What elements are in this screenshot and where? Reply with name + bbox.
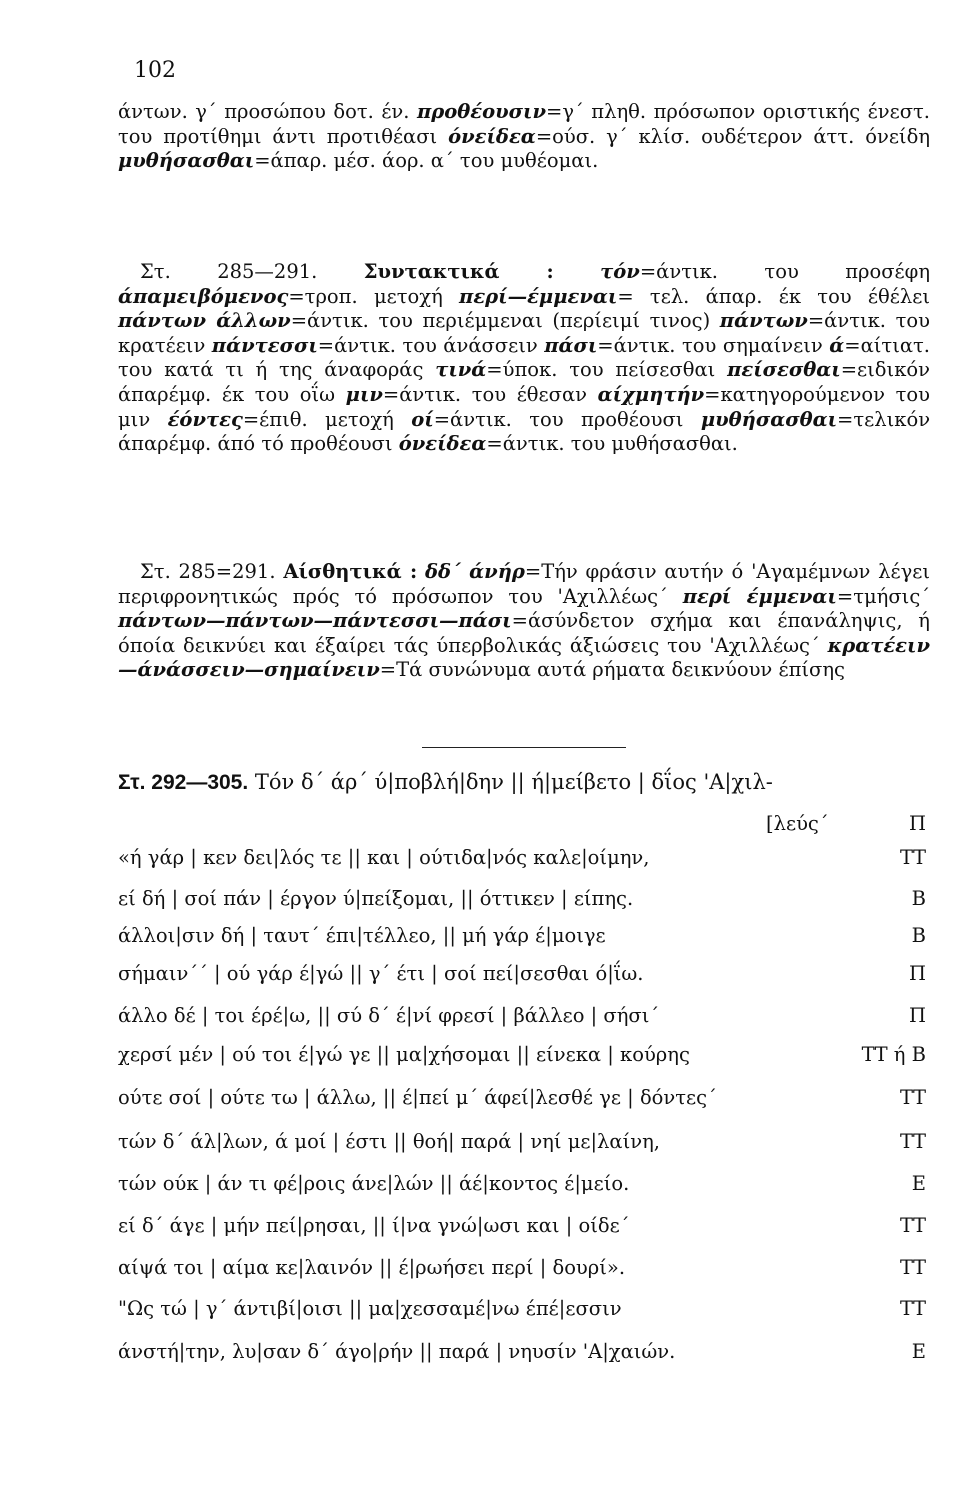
greek-term: πάσι: [544, 333, 598, 357]
verse-line: [118, 846, 930, 878]
text: =αίτιατ. του κατά τι ή της άναφοράς: [118, 333, 931, 382]
verse-ref: Στ. 292—305.: [118, 771, 249, 794]
verse-line: [118, 1256, 930, 1288]
verse-line: [118, 962, 930, 994]
verse-text: εί δ΄ άγε | μήν πεί|ρησαι, || ί|να γνώ|ωσι και | οίδε΄: [118, 1214, 630, 1237]
text: =ειδικόν άπαρέμφ. έκ του οΐω: [118, 358, 930, 406]
verse-line: [118, 924, 930, 956]
verse-text: [λεύς΄: [766, 812, 829, 835]
paragraph-aesthetics: [118, 560, 930, 683]
meter-mark: ΤΤ: [899, 846, 926, 869]
text: =ούσ. γ΄ κλίσ. ουδέτερον άττ. όνείδη: [535, 124, 930, 148]
verse-line: [118, 1043, 930, 1075]
verse-text: εί δή | σοί πάν | έργον ύ|πείξομαι, || όττικεν | είπης.: [118, 887, 634, 910]
greek-term: μιν: [345, 382, 383, 406]
greek-term: προθέουσιν: [417, 100, 547, 123]
verse-line: [118, 1340, 930, 1372]
text: = τελ. άπαρ. έκ του έθέλει: [617, 284, 930, 308]
verse-section-header: [118, 770, 930, 795]
text: =άντικ. του έθεσαν: [382, 382, 587, 406]
text: =άπαρ. μέσ. άορ. α΄ του μυθέομαι.: [254, 149, 599, 173]
text: =άντικ. του κρατέειν: [118, 309, 930, 357]
verse-text: τών δ΄ άλ|λων, ά μοί | έστι || θοή| παρά | νηί με|λαίνη,: [118, 1130, 660, 1153]
verse-continuation: [118, 812, 930, 844]
meter-mark: Β: [911, 924, 926, 947]
greek-term: πάντων: [719, 309, 808, 333]
meter-mark: ΤΤ: [899, 1086, 926, 1109]
greek-term: άπαμειβόμενος: [118, 284, 289, 308]
greek-term: μυθήσασθαι: [118, 149, 255, 173]
greek-term: πάντων άλλων: [118, 309, 291, 333]
meter-mark: ΤΤ: [899, 1256, 926, 1279]
meter-mark: Ε: [911, 1340, 926, 1363]
verse-text: αίψά τοι | αίμα κε|λαινόν || έ|ρωήσει περί | δουρί».: [118, 1256, 626, 1279]
verse-text: τών ούκ | άν τι φέ|ροις άνε|λών || άέ|κοντος έ|μείο.: [118, 1172, 630, 1195]
greek-term: τινά: [435, 358, 487, 382]
verse-ref: Στ. 285=291.: [140, 560, 276, 583]
greek-term: περί έμμεναι: [682, 584, 837, 608]
text: =έπιθ. μετοχή: [242, 407, 394, 431]
greek-term: πάντεσσι: [211, 333, 318, 357]
verse-text: σήμαιν΄΄ | ού γάρ έ|γώ || γ΄ έτι | σοί πεί|σεσθαι ό|ΐω.: [118, 962, 644, 985]
greek-term: μυθήσασθαι: [700, 407, 838, 431]
verse-text: άλλο δέ | τοι έρέ|ω, || σύ δ΄ έ|νί φρεσί | βάλλεο | σήσι΄: [118, 1004, 660, 1027]
text: =άσύνδετον σχήμα και έπανάληψις, ή όποία δεικνύει και έξαίρει τάς ύπερβολικάς άξιώσεις του 'Αχιλλέως΄: [118, 609, 930, 657]
greek-term: πάντων—πάντων—πάντεσσι—πάσι: [118, 609, 512, 633]
verse-line: [118, 1130, 930, 1162]
verse-text: χερσί μέν | ού τοι έ|γώ γε || μα|χήσομαι || είνεκα | κούρης: [118, 1043, 690, 1066]
text: =τμήσις΄: [836, 584, 930, 608]
greek-term: όνείδεα: [448, 124, 536, 148]
text: =άντικ. του προσέφη: [639, 260, 930, 283]
verse-line: [118, 887, 930, 919]
meter-mark: ΤΤ: [899, 1297, 926, 1320]
meter-mark: Π: [908, 962, 926, 985]
text: =τροπ. μετοχή: [288, 284, 443, 308]
text: =τελικόν άπαρέμφ. άπό τό προθέουσι: [118, 407, 931, 456]
paragraph-glosses-1: [118, 100, 930, 174]
verse-line: [118, 1172, 930, 1204]
text: =άντικ. του περιέμμεναι (περίειμί τινος): [290, 309, 711, 333]
verse-text: άλλοι|σιν δή | ταυτ΄ έπι|τέλλεο, || μή γάρ έ|μοιγε: [118, 924, 606, 947]
meter-mark: Β: [911, 887, 926, 910]
text: =άντικ. του προθέουσι: [433, 407, 684, 431]
verse-text: ούτε σοί | ούτε τω | άλλω, || έ|πεί μ΄ άφεί|λεσθέ γε | δόντες΄: [118, 1086, 717, 1109]
verse-line: [118, 1086, 930, 1118]
greek-term: αίχμητήν: [597, 382, 705, 406]
greek-term: έόντες: [167, 407, 243, 431]
text: =Τά συνώνυμα αυτά ρήματα δεικνύουν έπίσης: [379, 658, 845, 682]
greek-term: τόν: [600, 260, 640, 283]
meter-mark: ΤΤ ή Β: [861, 1043, 926, 1066]
meter-mark: Ε: [911, 1172, 926, 1195]
page-number: 102: [134, 58, 176, 83]
meter-mark: ΤΤ: [899, 1130, 926, 1153]
greek-term: κρατέειν—άνάσσειν—σημαίνειν: [118, 633, 930, 682]
section-heading: Αίσθητικά :: [283, 560, 418, 583]
verse-text: άνστή|την, λυ|σαν δ΄ άγο|ρήν || παρά | νηυσίν 'Α|χαιών.: [118, 1340, 676, 1363]
verse-line: [118, 1297, 930, 1329]
text: άντων. γ΄ προσώπου δοτ. έν.: [118, 100, 410, 123]
text: =άντικ. του σημαίνειν: [597, 333, 823, 357]
section-heading: Συντακτικά :: [363, 260, 554, 283]
greek-term: ά: [829, 333, 845, 357]
greek-term: περί—έμμεναι: [459, 284, 618, 308]
greek-term: δδ΄ άνήρ: [425, 560, 525, 583]
greek-term: οί: [411, 407, 434, 431]
greek-term: όνείδεα: [398, 432, 487, 456]
text: =ύποκ. του πείσεσθαι: [486, 358, 716, 382]
meter-mark: Π: [908, 1004, 926, 1027]
text: =άντικ. του μυθήσασθαι.: [486, 432, 738, 456]
text: =Τήν φράσιν αυτήν ό 'Αγαμέμνων λέγει περιφρονητικώς πρός τό πρόσωπον του 'Αχιλλέως΄: [118, 560, 931, 608]
paragraph-syntax: [118, 260, 930, 457]
divider: [422, 747, 626, 748]
verse-text: "Ως τώ | γ΄ άντιβί|οισι || μα|χεσσαμέ|νω έπέ|εσσιν: [118, 1297, 622, 1320]
verse-line: [118, 1004, 930, 1036]
meter-mark: Π: [908, 812, 926, 835]
verse-line-first: Τόν δ΄ άρ΄ ύ|ποβλή|δην || ή|μείβετο | δΐος 'Α|χιλ-: [254, 770, 773, 794]
greek-term: πείσεσθαι: [727, 358, 841, 382]
verse-line: [118, 1214, 930, 1246]
verse-ref: Στ. 285—291.: [140, 260, 318, 283]
text: =κατηγορούμενον του μιν: [118, 382, 930, 431]
verse-text: «ή γάρ | κεν δει|λός τε || και | ούτιδα|νός καλε|οίμην,: [118, 846, 650, 869]
text: =άντικ. του άνάσσειν: [317, 333, 538, 357]
meter-mark: ΤΤ: [899, 1214, 926, 1237]
text: =γ΄ πληθ. πρόσωπον οριστικής ένεστ. του προτίθημι άντι προτιθέασι: [118, 100, 930, 148]
